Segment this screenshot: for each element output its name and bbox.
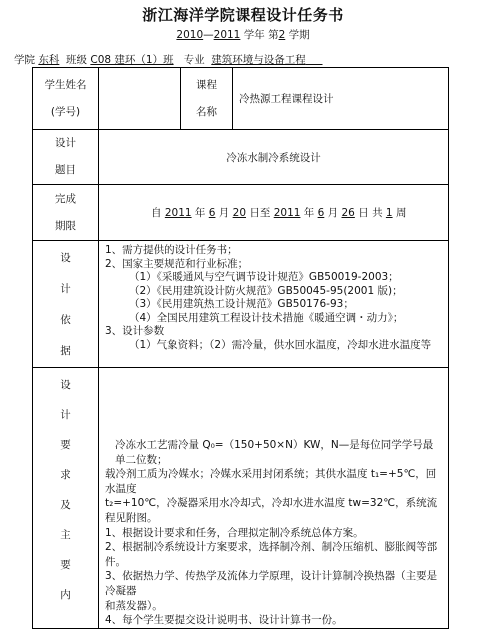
end-month: 6	[317, 207, 325, 219]
requirement-line: 1、根据设计要求和任务，合理拟定制冷系统总体方案。	[105, 526, 364, 539]
term-number: 2	[278, 29, 286, 41]
topic-label: 设计 题目	[33, 130, 99, 185]
basis-label: 设 计 依 据	[33, 241, 99, 368]
content-row	[33, 368, 449, 629]
basis-content	[99, 241, 449, 368]
requirement-line: 冷冻水工艺需冷量 Q₀=（150+50×N）KW，N—是每位同学学号最单二位数；	[115, 439, 434, 466]
course-name-label: 课程 名称	[181, 68, 233, 130]
requirement-line: 2、根据制冷系统设计方案要求，选择制冷剂、制冷压缩机、膨胀阀等部件。	[105, 541, 438, 568]
requirement-line: 4、每个学生要提交设计说明书、设计计算书一份。	[105, 614, 343, 627]
basis-line: （1）《采暖通风与空气调节设计规范》GB50019-2003；	[129, 271, 399, 283]
document-title: 浙江海洋学院课程设计任务书	[142, 6, 344, 24]
task-table	[32, 67, 449, 629]
college-label: 学院	[14, 54, 35, 66]
year-start: 2010	[176, 29, 204, 41]
requirements-content	[99, 368, 449, 629]
period-label: 完成 期限	[33, 185, 99, 241]
course-name-value: 冷热源工程课程设计	[233, 68, 449, 130]
start-year: 2011	[164, 207, 192, 219]
basis-line: （2）《民用建筑设计防火规范》GB50045-95(2001 版)；	[129, 284, 403, 297]
student-row	[33, 68, 449, 130]
requirement-line: 和蒸发器）。	[105, 599, 163, 612]
student-name-value	[99, 68, 181, 130]
class-label: 班级	[66, 54, 88, 66]
academic-year-line	[0, 27, 486, 42]
basis-line: （1）气象资料；（2）需冷量，供水回水温度，冷却水进水温度等	[129, 338, 432, 351]
class-info-line	[14, 52, 323, 67]
topic-row	[33, 130, 449, 185]
content-label: 设 计 要 求 及 主 要 内	[33, 368, 99, 629]
start-day: 20	[232, 207, 247, 219]
end-year: 2011	[273, 207, 301, 219]
start-month: 6	[208, 207, 216, 219]
year-label: 学年	[243, 29, 265, 41]
basis-line: 2、国家主要规范和行业标准；	[105, 257, 249, 270]
term-prefix: 第	[268, 29, 279, 41]
period-row	[33, 185, 449, 241]
requirement-line: 3、依据热力学、传热学及流体力学原理，设计计算制冷换热器（主要是冷凝器	[105, 570, 438, 597]
major-value: 建筑环境与设备工程	[211, 54, 306, 66]
class-value: C08 建环（1）班	[90, 54, 174, 66]
basis-line: 3、设计参数	[105, 325, 165, 337]
basis-line: （3）《民用建筑热工设计规范》GB50176-93；	[129, 298, 354, 310]
major-label: 专业	[183, 54, 205, 66]
total-weeks: 1	[385, 207, 393, 219]
student-name-label: 学生姓名 (学号)	[33, 68, 99, 130]
year-dash: —	[203, 29, 214, 41]
requirement-line: t₂=+10℃，冷凝器采用水冷却式，冷却水进水温度 tw=32℃，系统流程见附图。	[105, 497, 438, 524]
term-label: 学期	[288, 29, 310, 41]
end-day: 26	[341, 207, 355, 219]
topic-value: 冷冻水制冷系统设计	[99, 130, 449, 185]
requirement-line: 载冷剂工质为冷媒水；冷媒水采用封闭系统；其供水温度 t₁=+5℃，回水温度	[105, 468, 437, 495]
college-value: 东科	[38, 54, 60, 66]
basis-line: （4）全国民用建筑工程设计技术措施《暖通空调・动力》；	[129, 311, 404, 324]
basis-line: 1、需方提供的设计任务书；	[105, 244, 238, 256]
period-value: 自 2011 年 6 月 20 日至 2011 年 6 月 26 日 共 1 周	[99, 185, 449, 241]
basis-row	[33, 241, 449, 368]
year-end: 2011	[213, 29, 241, 41]
